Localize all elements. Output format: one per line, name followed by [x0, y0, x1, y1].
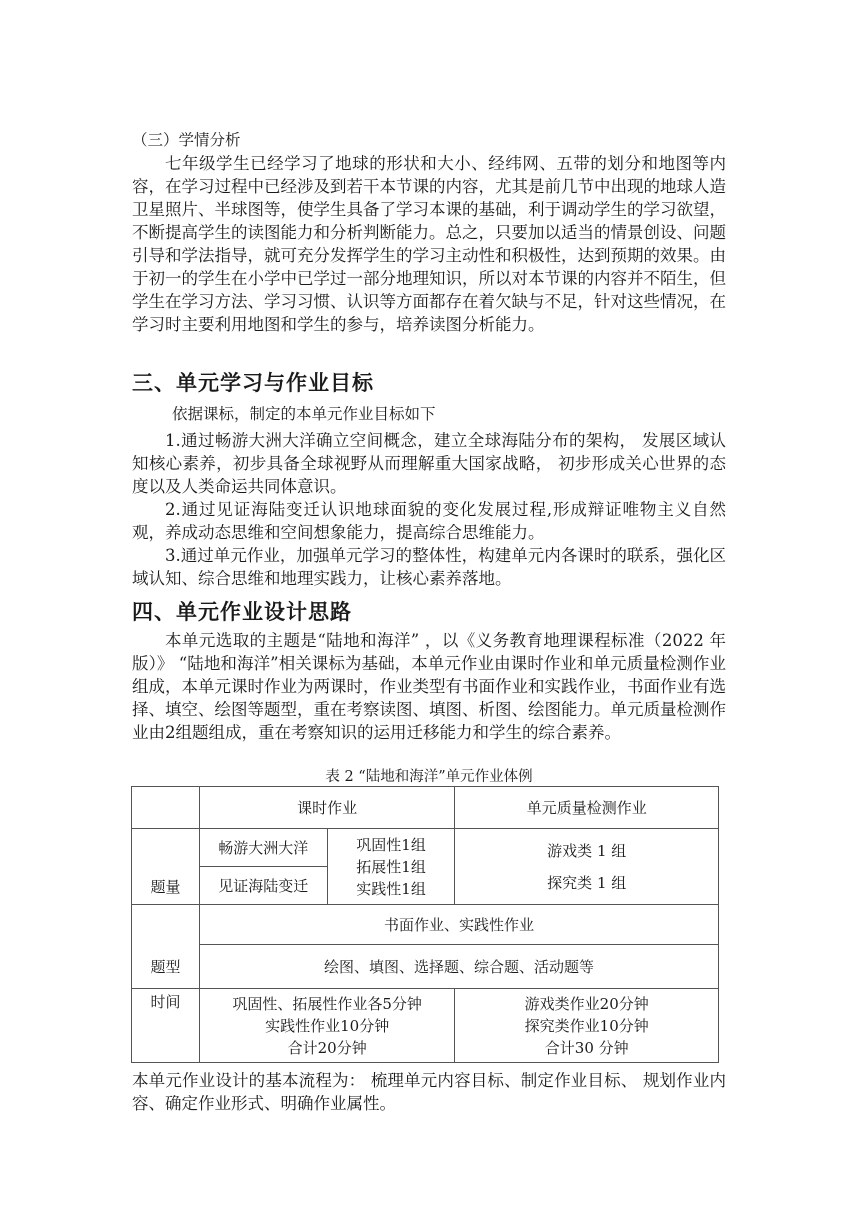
- lesson-name-2: 见证海陆变迁: [199, 867, 327, 905]
- unit-count-line: 探究类 1 组: [547, 873, 627, 892]
- table-caption: 表 2 “陆地和海洋”单元作业体例: [325, 769, 533, 785]
- learner-analysis-heading: （三）学情分析: [132, 131, 241, 149]
- type-line-2: 绘图、填图、选择题、综合题、活动题等: [199, 945, 718, 989]
- time-unit-line: 探究类作业10分钟: [524, 1016, 649, 1035]
- unit-count-line: 游戏类 1 组: [547, 841, 627, 860]
- table-header-unit: 单元质量检测作业: [455, 787, 719, 829]
- flow-paragraph: 本单元作业设计的基本流程为： 梳理单元内容目标、制定作业目标、 规划作业内容、确定作业形式、明确作业属性。: [132, 1071, 726, 1113]
- goal-item: 2.通过见证海陆变迁认识地球面貌的变化发展过程,形成辩证唯物主义自然观，养成动态思维和空间想象能力，提高综合思维能力。: [132, 500, 726, 542]
- design-paragraph: 本单元选取的主题是“陆地和海洋” ，以《义务教育地理课程标准（2022 年版）》 “陆地和海洋”相关课标为基础，本单元作业由课时作业和单元质量检测作业组成，本单元课时作业为两课时，作业类型有书面作业和实践作业，书面作业有选择、填空、绘图等题型，重在考察读图、填图、析图、绘图能力。单元质量检测作业由2组题组成，重在考察知识的运用迁移能力和学生的综合素养。: [132, 631, 726, 742]
- time-lesson-line: 实践性作业10分钟: [265, 1016, 390, 1035]
- learner-analysis-paragraph: 七年级学生已经学习了地球的形状和大小、经纬网、五带的划分和地图等内容，在学习过程中已经涉及到若干本节课的内容，尤其是前几节中出现的地球人造卫星照片、半球图等，使学生具备了学习本课的基础，利于调动学生的学习欲望，不断提高学生的读图能力和分析判断能力。总之，只要加以适当的情景创设、问题引导和学法指导，就可充分发挥学生的学习主动性和积极性，达到预期的效果。由于初一的学生在小学中已学过一部分地理知识，所以对本节课的内容并不陌生，但学生在学习方法、学习习惯、认识等方面都存在着欠缺与不足，针对这些情况，在学习时主要利用地图和学生的参与，培养读图分析能力。: [132, 154, 726, 334]
- design-heading: 四、单元作业设计思路: [132, 600, 352, 624]
- table-row-count-1: [132, 829, 719, 867]
- type-line-1: 书面作业、实践性作业: [199, 905, 718, 945]
- time-unit-line: 游戏类作业20分钟: [524, 994, 649, 1013]
- unit-count-cell: [455, 829, 719, 905]
- time-lesson-cell: [199, 989, 455, 1063]
- time-unit-line: 合计30 分钟: [544, 1038, 629, 1057]
- design-section: [132, 629, 726, 744]
- lesson-name-1: 畅游大洲大洋: [199, 829, 327, 867]
- time-unit-cell: [455, 989, 719, 1063]
- time-lesson-line: 巩固性、拓展性作业各5分钟: [232, 994, 422, 1013]
- goals-heading: 三、单元学习与作业目标: [132, 371, 374, 395]
- goal-item: 1.通过畅游大洲大洋确立空间概念，建立全球海陆分布的架构， 发展区域认知核心素养，初步具备全球视野从而理解重大国家战略， 初步形成关心世界的态度以及人类命运共同体意识。: [132, 431, 726, 496]
- table-row-time: [132, 989, 719, 1063]
- table-header-lesson: 课时作业: [199, 787, 455, 829]
- table-row-type-2: [132, 945, 719, 989]
- count-line: 巩固性1组: [356, 835, 426, 854]
- table-corner-cell: [132, 787, 200, 829]
- table-row-type-1: [132, 905, 719, 945]
- goal-item: 3.通过单元作业，加强单元学习的整体性，构建单元内各课时的联系，强化区域认知、综合思维和地理实践力，让核心素养落地。: [132, 546, 726, 588]
- row-label-count: 题量: [132, 829, 200, 905]
- lesson-count-cell: [327, 829, 455, 905]
- goals-intro: 依据课标，制定的本单元作业目标如下: [172, 405, 436, 423]
- row-label-time: 时间: [132, 989, 200, 1063]
- row-label-type: 题型: [132, 905, 200, 989]
- table-header-row: [132, 787, 719, 829]
- time-lesson-line: 合计20分钟: [287, 1038, 367, 1057]
- flow-section: [132, 1069, 726, 1115]
- learner-analysis-section: [132, 129, 726, 336]
- count-line: 拓展性1组: [356, 857, 426, 876]
- homework-format-table: [131, 786, 719, 1063]
- count-line: 实践性1组: [356, 879, 426, 898]
- goals-section: [132, 403, 726, 590]
